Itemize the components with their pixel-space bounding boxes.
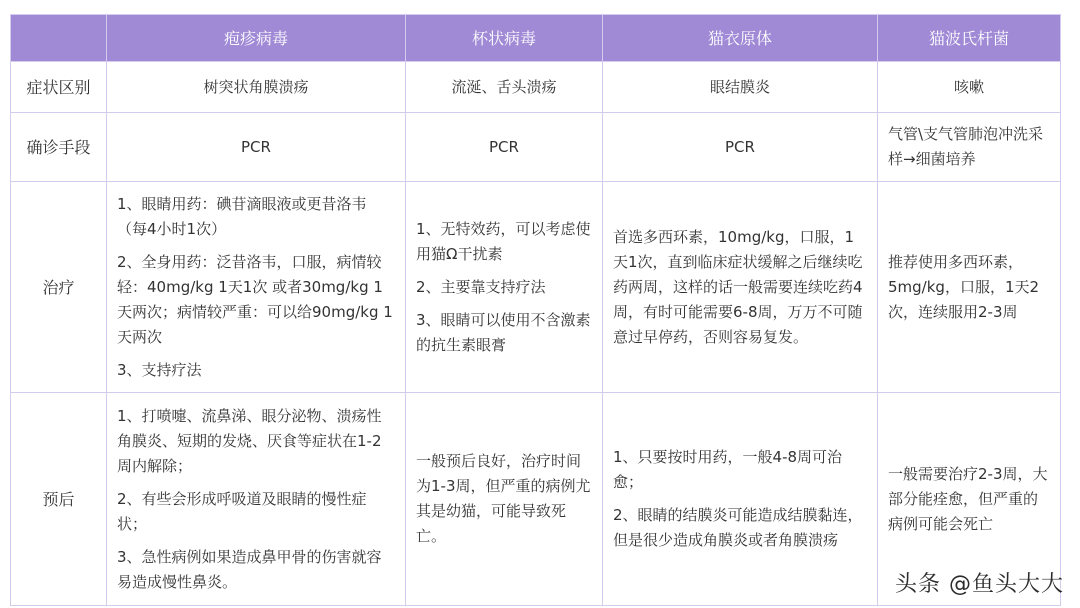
table-row-treatment bbox=[11, 182, 1061, 393]
table-cell: PCR bbox=[107, 113, 406, 182]
row-label-treatment: 治疗 bbox=[11, 182, 107, 393]
header-calicivirus: 杯状病毒 bbox=[406, 15, 603, 62]
cell-paragraph: 2、主要靠支持疗法 bbox=[416, 277, 546, 296]
table-cell: 咳嗽 bbox=[878, 62, 1061, 113]
table-cell: PCR bbox=[406, 113, 603, 182]
table-cell bbox=[603, 393, 878, 606]
cell-paragraph: 3、眼睛可以使用不含激素的抗生素眼膏 bbox=[416, 310, 591, 354]
table-cell bbox=[107, 182, 406, 393]
table-cell bbox=[406, 182, 603, 393]
cell-paragraph: 推荐使用多西环素，5mg/kg，口服，1天2次，连续服用2-3周 bbox=[888, 252, 1040, 321]
cell-paragraph: 1、无特效药，可以考虑使用猫Ω干扰素 bbox=[416, 219, 591, 263]
cell-paragraph: 一般需要治疗2-3周，大部分能痊愈，但严重的病例可能会死亡 bbox=[888, 464, 1048, 533]
row-label-diagnosis: 确诊手段 bbox=[11, 113, 107, 182]
header-row bbox=[11, 15, 1061, 62]
table-cell bbox=[406, 393, 603, 606]
table-cell: 气管\支气管肺泡冲洗采样→细菌培养 bbox=[878, 113, 1061, 182]
comparison-table bbox=[10, 14, 1061, 606]
cell-paragraph: 3、支持疗法 bbox=[117, 360, 202, 379]
cell-paragraph: 首选多西环素，10mg/kg，口服，1天1次，直到临床症状缓解之后继续吃药两周，这样的话一般需要连续吃药4周，有时可能需要6-8周，万万不可随意过早停药，否则容易复发。 bbox=[613, 227, 863, 346]
cell-paragraph: 2、眼睛的结膜炎可能造成结膜黏连，但是很少造成角膜炎或者角膜溃疡 bbox=[613, 506, 863, 549]
cell-paragraph: 2、有些会形成呼吸道及眼睛的慢性症状； bbox=[117, 489, 367, 533]
header-herpesvirus: 疱疹病毒 bbox=[107, 15, 406, 62]
table-cell: 树突状角膜溃疡 bbox=[107, 62, 406, 113]
header-bordetella: 猫波氏杆菌 bbox=[878, 15, 1061, 62]
row-label-prognosis: 预后 bbox=[11, 393, 107, 606]
cell-paragraph: 1、眼睛用药：碘苷滴眼液或更昔洛韦（每4小时1次） bbox=[117, 194, 367, 238]
table-cell bbox=[603, 182, 878, 393]
header-corner bbox=[11, 15, 107, 62]
table-cell: PCR bbox=[603, 113, 878, 182]
cell-paragraph: 3、急性病例如果造成鼻甲骨的伤害就容易造成慢性鼻炎。 bbox=[117, 547, 382, 591]
table-cell: 眼结膜炎 bbox=[603, 62, 878, 113]
cell-paragraph: 一般预后良好，治疗时间为1-3周，但严重的病例尤其是幼猫，可能导致死亡。 bbox=[416, 452, 591, 545]
row-label-symptoms: 症状区别 bbox=[11, 62, 107, 113]
table-row-symptoms bbox=[11, 62, 1061, 113]
watermark: 头条 @鱼头大大 bbox=[895, 572, 1064, 597]
table-cell bbox=[878, 182, 1061, 393]
table-row-diagnosis bbox=[11, 113, 1061, 182]
table-cell: 流涎、舌头溃疡 bbox=[406, 62, 603, 113]
cell-paragraph: 1、只要按时用药，一般4-8周可治愈； bbox=[613, 448, 843, 491]
table-cell bbox=[107, 393, 406, 606]
header-chlamydia: 猫衣原体 bbox=[603, 15, 878, 62]
cell-paragraph: 2、全身用药：泛昔洛韦，口服，病情较轻：40mg/kg 1天1次 或者30mg/kg 1天两次；病情较严重：可以给90mg/kg 1天两次 bbox=[117, 252, 393, 346]
cell-paragraph: 1、打喷嚏、流鼻涕、眼分泌物、溃疡性角膜炎、短期的发烧、厌食等症状在1-2周内解除； bbox=[117, 406, 382, 475]
